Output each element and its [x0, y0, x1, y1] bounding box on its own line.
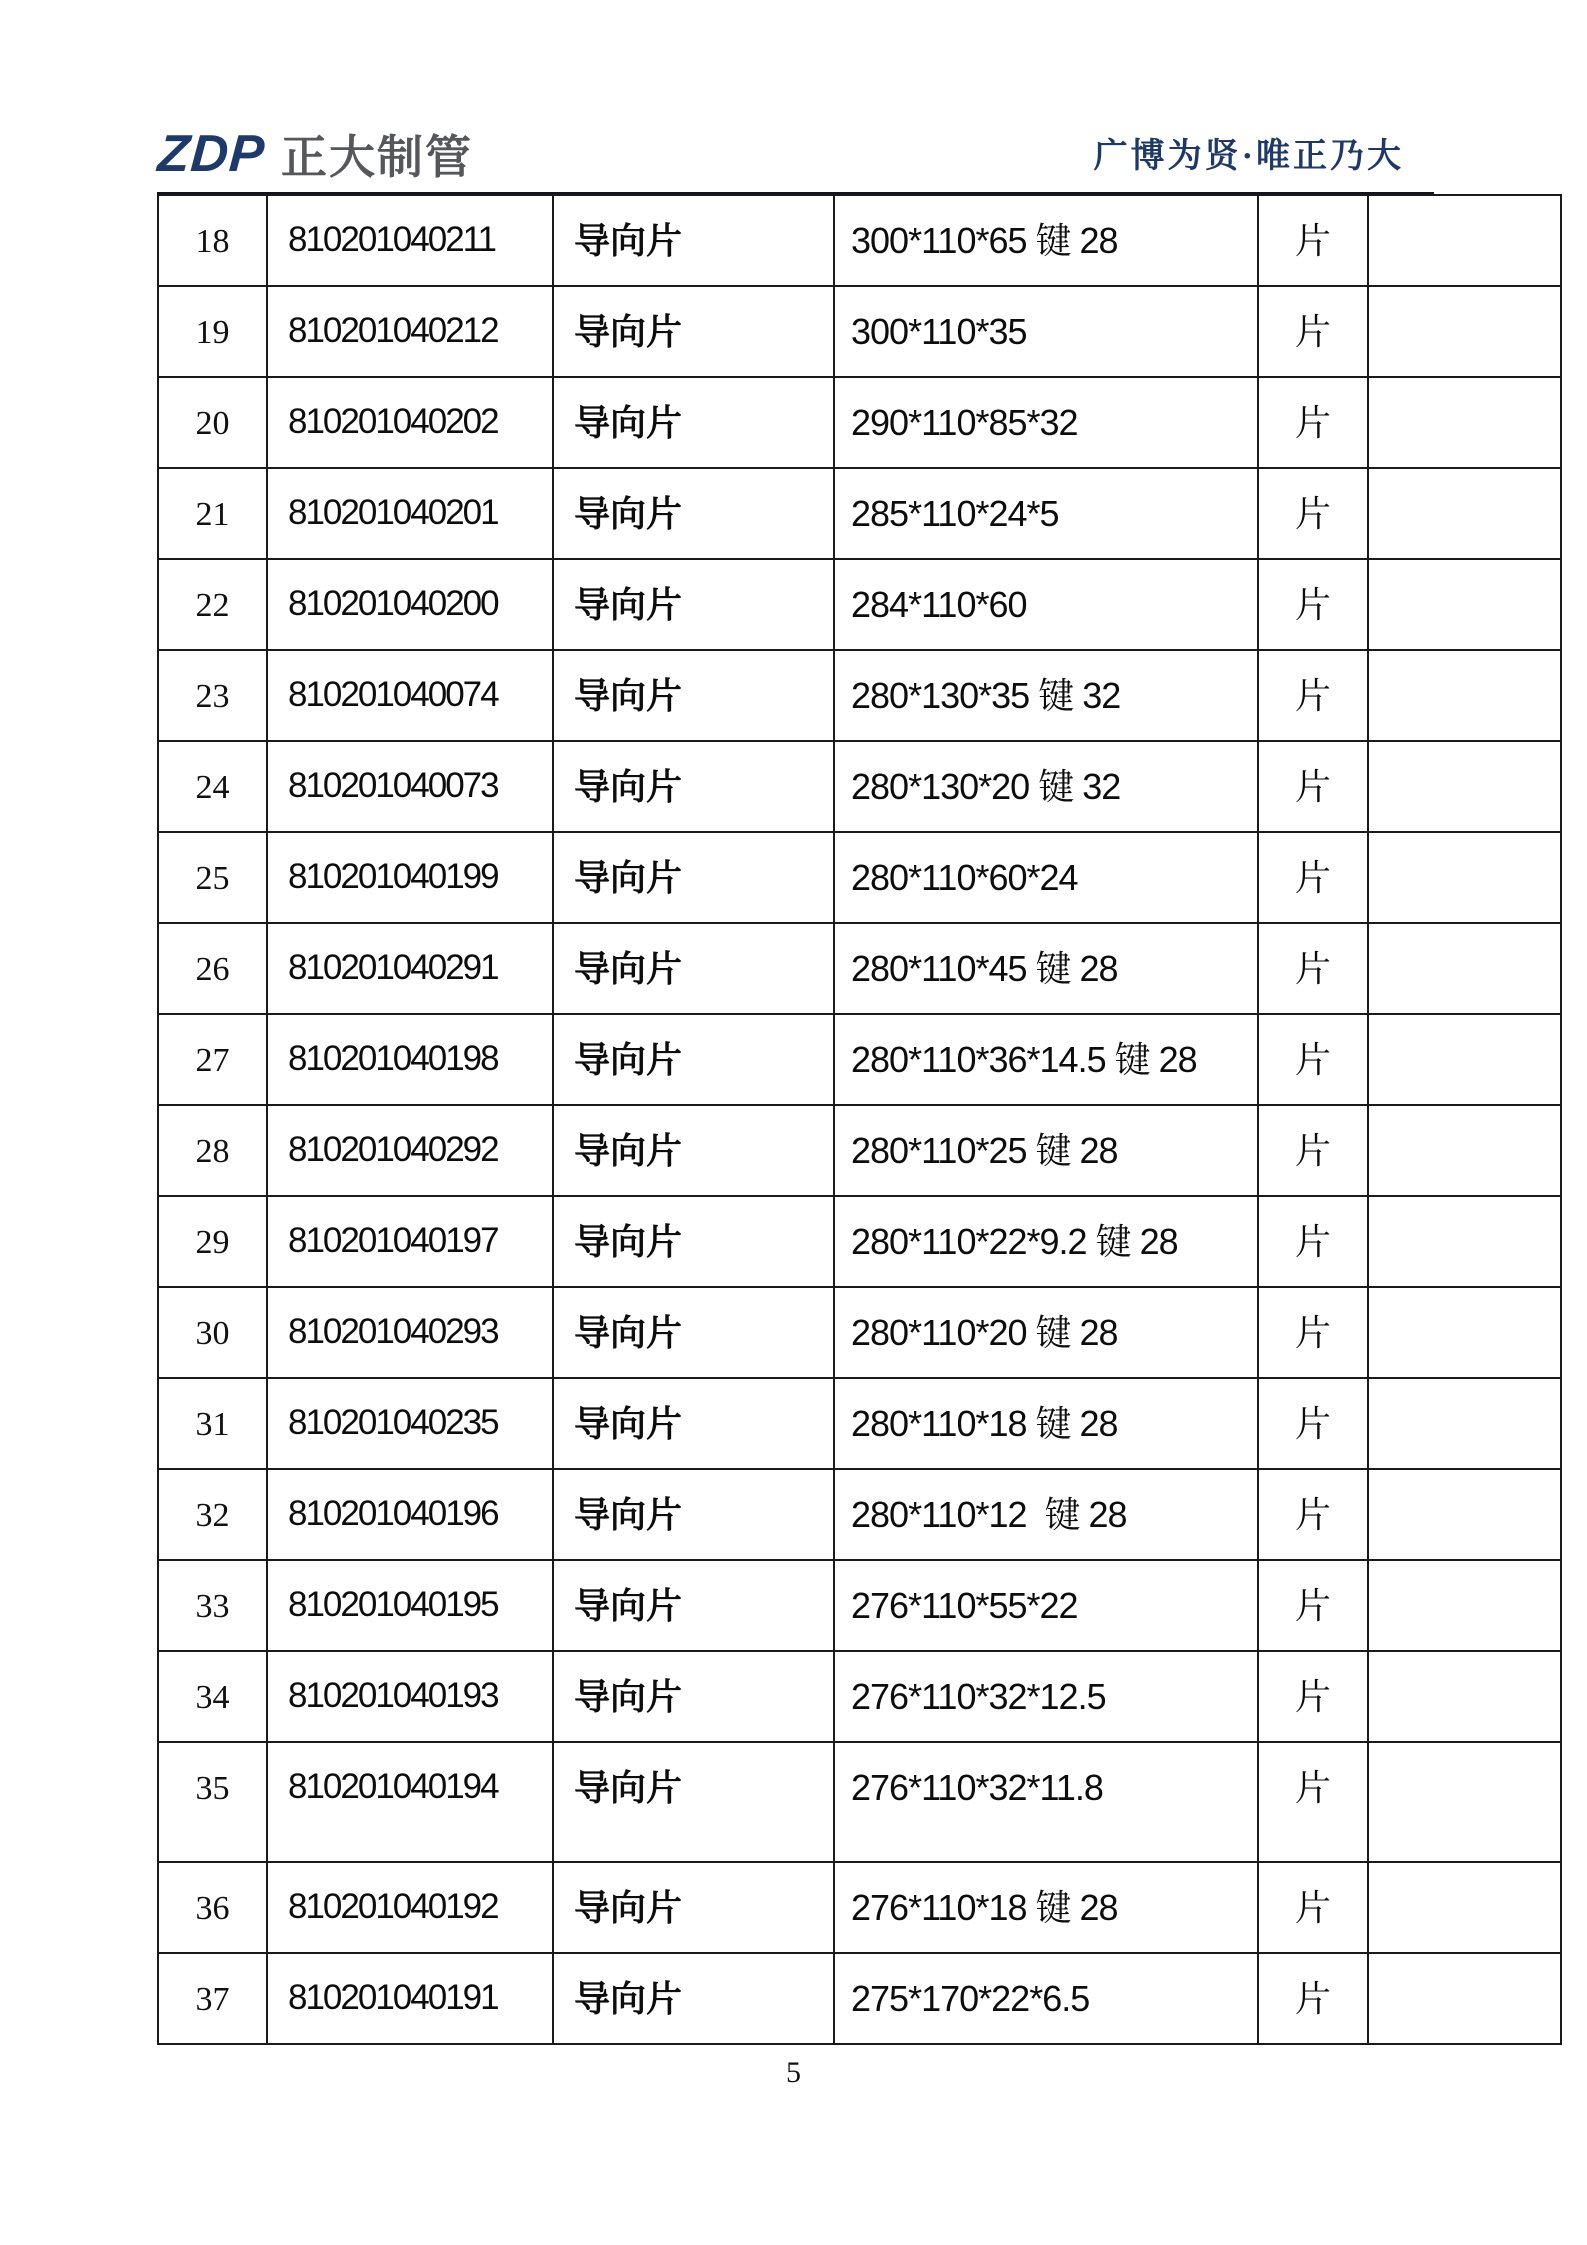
- unit-cell: 片: [1258, 741, 1368, 832]
- table-row: [158, 650, 1561, 741]
- table-row: [158, 832, 1561, 923]
- remark-empty-cell: [1368, 832, 1561, 923]
- unit-cell: 片: [1258, 1862, 1368, 1953]
- remark-empty-cell: [1368, 468, 1561, 559]
- spec-cell: 280*110*12 键 28: [834, 1469, 1258, 1560]
- part-name-cell: 导向片: [553, 1560, 834, 1651]
- company-name-text: 正大制管: [281, 131, 473, 183]
- unit-cell: 片: [1258, 559, 1368, 650]
- table-row: [158, 377, 1561, 468]
- part-name-cell: 导向片: [553, 1378, 834, 1469]
- table-row: [158, 1953, 1561, 2044]
- table-row: [158, 559, 1561, 650]
- table-row: [158, 1469, 1561, 1560]
- spec-cell: 280*110*36*14.5 键 28: [834, 1014, 1258, 1105]
- part-name-cell: 导向片: [553, 1862, 834, 1953]
- material-code-cell: 810201040291: [267, 923, 553, 1014]
- unit-cell: 片: [1258, 1560, 1368, 1651]
- material-code-cell: 810201040073: [267, 741, 553, 832]
- unit-cell: 片: [1258, 1953, 1368, 2044]
- spec-cell: 285*110*24*5: [834, 468, 1258, 559]
- remark-empty-cell: [1368, 1014, 1561, 1105]
- remark-empty-cell: [1368, 1742, 1561, 1862]
- material-code-cell: 810201040198: [267, 1014, 553, 1105]
- part-name-cell: 导向片: [553, 1469, 834, 1560]
- material-code-cell: 810201040199: [267, 832, 553, 923]
- company-slogan: 广博为贤·唯正乃大: [1093, 138, 1404, 175]
- part-name-cell: 导向片: [553, 559, 834, 650]
- row-number-cell: 37: [158, 1953, 267, 2044]
- material-code-cell: 810201040195: [267, 1560, 553, 1651]
- row-number-cell: 34: [158, 1651, 267, 1742]
- spec-cell: 280*110*45 键 28: [834, 923, 1258, 1014]
- company-logo: [155, 125, 473, 183]
- table-row: [158, 1014, 1561, 1105]
- row-number-cell: 28: [158, 1105, 267, 1196]
- part-name-cell: 导向片: [553, 1287, 834, 1378]
- material-code-cell: 810201040212: [267, 286, 553, 377]
- row-number-cell: 26: [158, 923, 267, 1014]
- material-code-cell: 810201040292: [267, 1105, 553, 1196]
- table-row: [158, 1651, 1561, 1742]
- remark-empty-cell: [1368, 1560, 1561, 1651]
- row-number-cell: 21: [158, 468, 267, 559]
- part-name-cell: 导向片: [553, 286, 834, 377]
- unit-cell: 片: [1258, 1014, 1368, 1105]
- row-number-cell: 18: [158, 195, 267, 286]
- spec-cell: 280*110*22*9.2 键 28: [834, 1196, 1258, 1287]
- part-name-cell: 导向片: [553, 1742, 834, 1862]
- unit-cell: 片: [1258, 195, 1368, 286]
- row-number-cell: 19: [158, 286, 267, 377]
- row-number-cell: 30: [158, 1287, 267, 1378]
- unit-cell: 片: [1258, 1287, 1368, 1378]
- remark-empty-cell: [1368, 1287, 1561, 1378]
- remark-empty-cell: [1368, 923, 1561, 1014]
- unit-cell: 片: [1258, 650, 1368, 741]
- unit-cell: 片: [1258, 1196, 1368, 1287]
- material-code-cell: 810201040193: [267, 1651, 553, 1742]
- remark-empty-cell: [1368, 1953, 1561, 2044]
- spec-cell: 276*110*18 键 28: [834, 1862, 1258, 1953]
- material-code-cell: 810201040200: [267, 559, 553, 650]
- spec-cell: 300*110*65 键 28: [834, 195, 1258, 286]
- parts-table-body: [158, 195, 1561, 2044]
- spec-cell: 290*110*85*32: [834, 377, 1258, 468]
- spec-cell: 276*110*32*12.5: [834, 1651, 1258, 1742]
- remark-empty-cell: [1368, 559, 1561, 650]
- material-code-cell: 810201040191: [267, 1953, 553, 2044]
- part-name-cell: 导向片: [553, 195, 834, 286]
- part-name-cell: 导向片: [553, 832, 834, 923]
- row-number-cell: 35: [158, 1742, 267, 1862]
- part-name-cell: 导向片: [553, 923, 834, 1014]
- unit-cell: 片: [1258, 468, 1368, 559]
- remark-empty-cell: [1368, 1651, 1561, 1742]
- row-number-cell: 25: [158, 832, 267, 923]
- part-name-cell: 导向片: [553, 1196, 834, 1287]
- part-name-cell: 导向片: [553, 1651, 834, 1742]
- row-number-cell: 27: [158, 1014, 267, 1105]
- row-number-cell: 20: [158, 377, 267, 468]
- remark-empty-cell: [1368, 1378, 1561, 1469]
- material-code-cell: 810201040196: [267, 1469, 553, 1560]
- row-number-cell: 24: [158, 741, 267, 832]
- table-row: [158, 1742, 1561, 1862]
- material-code-cell: 810201040192: [267, 1862, 553, 1953]
- unit-cell: 片: [1258, 923, 1368, 1014]
- part-name-cell: 导向片: [553, 1014, 834, 1105]
- table-row: [158, 741, 1561, 832]
- spec-cell: 280*130*35 键 32: [834, 650, 1258, 741]
- remark-empty-cell: [1368, 195, 1561, 286]
- row-number-cell: 29: [158, 1196, 267, 1287]
- material-code-cell: 810201040235: [267, 1378, 553, 1469]
- part-name-cell: 导向片: [553, 650, 834, 741]
- row-number-cell: 32: [158, 1469, 267, 1560]
- unit-cell: 片: [1258, 1105, 1368, 1196]
- table-row: [158, 1862, 1561, 1953]
- material-code-cell: 810201040197: [267, 1196, 553, 1287]
- row-number-cell: 31: [158, 1378, 267, 1469]
- remark-empty-cell: [1368, 1196, 1561, 1287]
- unit-cell: 片: [1258, 1742, 1368, 1862]
- part-name-cell: 导向片: [553, 741, 834, 832]
- material-code-cell: 810201040074: [267, 650, 553, 741]
- remark-empty-cell: [1368, 1862, 1561, 1953]
- unit-cell: 片: [1258, 1469, 1368, 1560]
- table-row: [158, 1196, 1561, 1287]
- spec-cell: 276*110*55*22: [834, 1560, 1258, 1651]
- row-number-cell: 36: [158, 1862, 267, 1953]
- material-code-cell: 810201040211: [267, 195, 553, 286]
- part-name-cell: 导向片: [553, 377, 834, 468]
- remark-empty-cell: [1368, 1105, 1561, 1196]
- remark-empty-cell: [1368, 286, 1561, 377]
- row-number-cell: 22: [158, 559, 267, 650]
- material-code-cell: 810201040293: [267, 1287, 553, 1378]
- remark-empty-cell: [1368, 377, 1561, 468]
- unit-cell: 片: [1258, 1378, 1368, 1469]
- part-name-cell: 导向片: [553, 1105, 834, 1196]
- table-row: [158, 1287, 1561, 1378]
- spec-cell: 280*130*20 键 32: [834, 741, 1258, 832]
- remark-empty-cell: [1368, 650, 1561, 741]
- row-number-cell: 33: [158, 1560, 267, 1651]
- row-number-cell: 23: [158, 650, 267, 741]
- zdp-logo-text: ZDP: [155, 125, 268, 183]
- part-name-cell: 导向片: [553, 1953, 834, 2044]
- spec-cell: 280*110*18 键 28: [834, 1378, 1258, 1469]
- spec-cell: 280*110*25 键 28: [834, 1105, 1258, 1196]
- page-header: [0, 0, 1587, 193]
- material-code-cell: 810201040202: [267, 377, 553, 468]
- table-row: [158, 1560, 1561, 1651]
- remark-empty-cell: [1368, 741, 1561, 832]
- page-footer: [0, 2056, 1587, 2090]
- table-row: [158, 286, 1561, 377]
- parts-table: [157, 194, 1562, 2045]
- spec-cell: 275*170*22*6.5: [834, 1953, 1258, 2044]
- table-row: [158, 1378, 1561, 1469]
- spec-cell: 280*110*20 键 28: [834, 1287, 1258, 1378]
- unit-cell: 片: [1258, 1651, 1368, 1742]
- unit-cell: 片: [1258, 286, 1368, 377]
- part-name-cell: 导向片: [553, 468, 834, 559]
- spec-cell: 300*110*35: [834, 286, 1258, 377]
- remark-empty-cell: [1368, 1469, 1561, 1560]
- material-code-cell: 810201040201: [267, 468, 553, 559]
- unit-cell: 片: [1258, 832, 1368, 923]
- spec-cell: 280*110*60*24: [834, 832, 1258, 923]
- page-number: 5: [786, 2056, 801, 2089]
- table-row: [158, 195, 1561, 286]
- table-row: [158, 1105, 1561, 1196]
- unit-cell: 片: [1258, 377, 1368, 468]
- table-row: [158, 468, 1561, 559]
- material-code-cell: 810201040194: [267, 1742, 553, 1862]
- spec-cell: 284*110*60: [834, 559, 1258, 650]
- spec-cell: 276*110*32*11.8: [834, 1742, 1258, 1862]
- table-row: [158, 923, 1561, 1014]
